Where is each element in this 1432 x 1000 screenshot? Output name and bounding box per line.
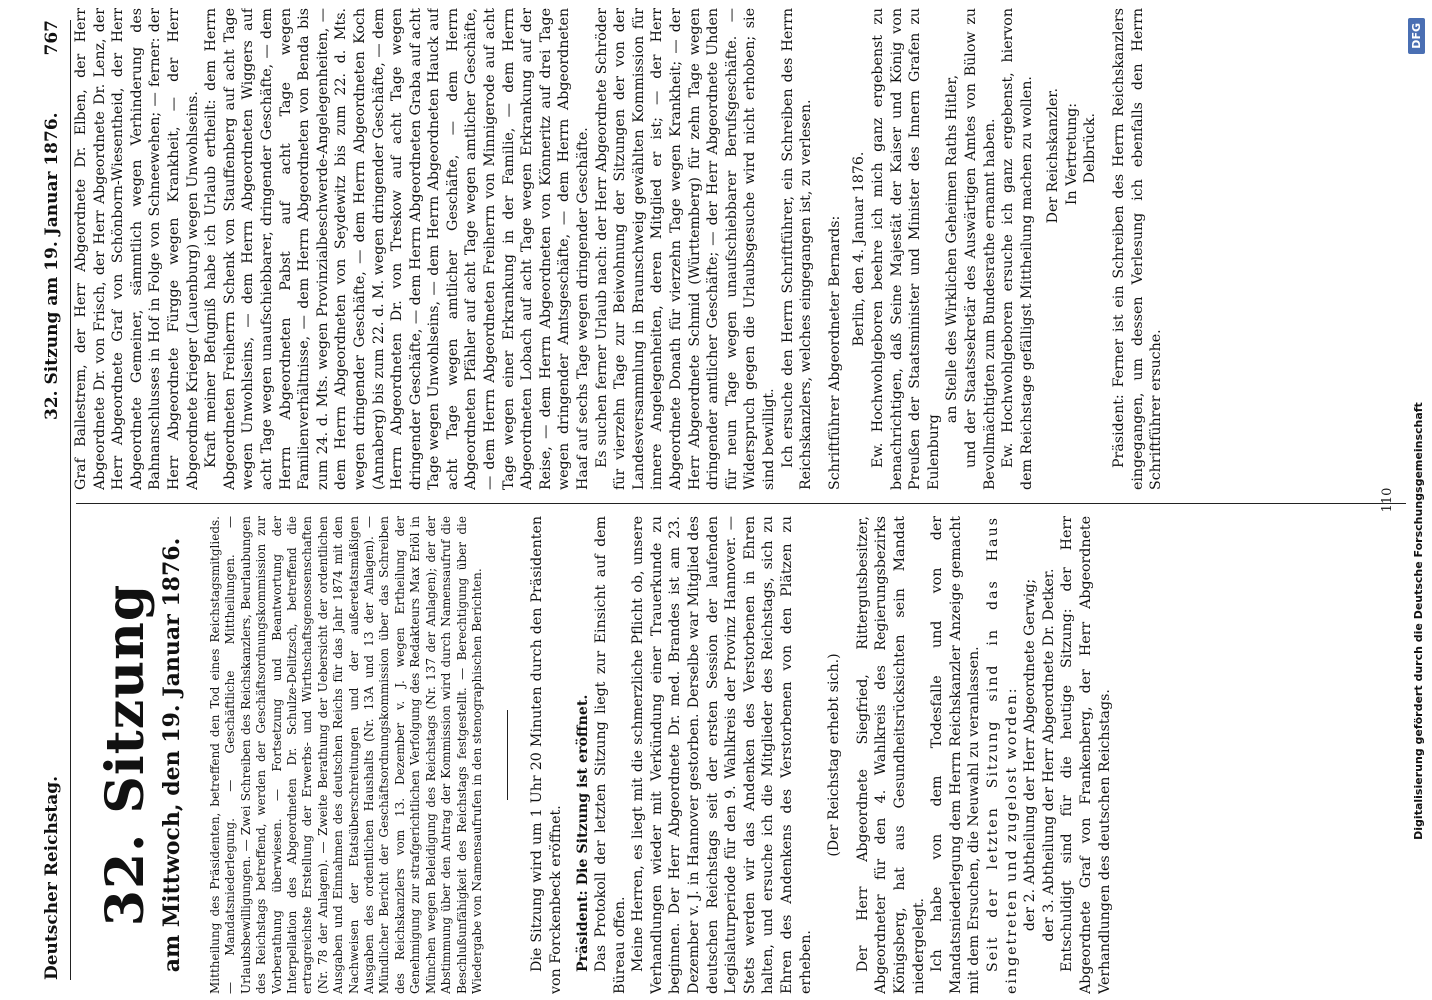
paragraph: Der Herr Abgeordnete Siegfried, Rittergutsbesitzer, Abgeordneter für den 4. Wahlkreis des Regierungsbezirks Königsberg, hat aus Gesundheitsrücksichten sein Mandat niedergelegt. bbox=[854, 516, 927, 994]
paragraph: Es suchen ferner Urlaub nach: der Herr Abgeordnete Schröder für vierzehn Tage zur Beiwohnung der Sitzungen der von der Landesversammlung in Braunschweig gewählten Kommission für innere Angelegenheiten, deren Mitglied er ist; — der Herr Abgeordnete Donath für vierzehn Tage wegen Krankheit; — der Herr Abgeordnete Schmid (Württemberg) für zehn Tage wegen dringender amtlicher Geschäfte; — der Herr Abgeordnete Uhden für neun Tage wegen unaufschiebbarer Berufsgeschäfte. — Widerspruch gegen die Urlaubsgesuche wird nicht erhoben; sie sind bewilligt. bbox=[593, 8, 777, 490]
paragraph: und der Staatssekretär des Auswärtigen Amtes von Bülow zu Bevollmächtigten zum Bundesrathe ernannt haben. bbox=[962, 8, 998, 490]
paragraph: Ew. Hochwohlgeboren ersuche ich ganz ergebenst, hiervon dem Reichstage gefälligst Mittheilung machen zu wollen. bbox=[1000, 8, 1035, 490]
separator-rule bbox=[507, 710, 508, 800]
stage-direction: (Der Reichstag erhebt sich.) bbox=[826, 653, 843, 857]
running-header bbox=[42, 20, 72, 980]
footer-page-number: 110 bbox=[1380, 487, 1395, 513]
header-page-number: 767 bbox=[42, 20, 62, 56]
letter-date: Berlin, den 4. Januar 1876. bbox=[851, 151, 868, 347]
column-divider bbox=[76, 503, 1406, 504]
header-session: 32. Sitzung am 19. Januar 1876. bbox=[42, 112, 62, 420]
digitization-credit: Digitalisierung gefördert durch die Deutsche Forschungsgemeinschaft bbox=[1412, 402, 1425, 840]
header-publication: Deutscher Reichstag. bbox=[42, 775, 62, 980]
session-title: 32. Sitzung bbox=[95, 583, 156, 927]
paragraph: Entschuldigt sind für die heutige Sitzung: der Herr Abgeordnete Graf von Frankenberg, der Herr Abgeordnete Verhandlungen des deutschen Reichstags. bbox=[1059, 516, 1113, 994]
paragraph: Seit der letzten Sitzung sind in das Haus eingetreten und zugelost worden: bbox=[984, 516, 1020, 994]
paragraph: Das Protokoll der letzten Sitzung liegt zur Einsicht auf dem Büreau offen. bbox=[593, 516, 628, 994]
paragraph: Meine Herren, es liegt mit die schmerzliche Pflicht ob, unsere Verhandlungen wieder mit Verkündung einer Trauerkunde zu beginnen. Der Herr Abgeordnete Dr. med. Brandes ist am 23. Dezember v. J. in Hannover gestorben. Derselbe war Mitglied des deutschen Reichstags seit der ersten Session der laufenden Legislaturperiode für den 9. Wahlkreis der Provinz Hannover. — Stets werden wir das Andenken des Verstorbenen in Ehren halten, und ersuche ich die Mitglieder des Reichstags, sich zu Ehren des Andenkens des Verstorbenen von den Plätzen zu erheben. bbox=[630, 516, 814, 994]
list-item: der 2. Abtheilung der Herr Abgeordnete Gerwig; bbox=[1022, 578, 1039, 932]
paragraph: Präsident: Ferner ist ein Schreiben des Herrn Reichskanzlers eingegangen, um dessen Verlesung ich ebenfalls den Herrn Schriftführer ersuche. bbox=[1111, 8, 1165, 490]
paragraph: Kraft meiner Befugniß habe ich Urlaub ertheilt: dem Herrn Abgeordneten Freiherrn Schenk von Stauffenberg auf acht Tage wegen Unwohlseins, — dem Herrn Abgeordneten Wiggers auf acht Tage wegen unaufschiebbarer, dringender Geschäfte, — dem Herrn Abgeordneten Pabst auf acht Tage wegen Familienverhältnisse, — dem Herrn Abgeordneten von Benda bis zum 24. d. Mts. wegen Provinzialbeschwerde-Angelegenheiten, — dem Herrn Abgeordneten von Seydewitz bis zum 22. d. Mts. wegen dringender Geschäfte, — dem Herrn Abgeordneten Koch (Annaberg) bis zum 22. d. M. wegen dringender Geschäfte, — dem Herrn Abgeordneten Dr. von Treskow auf acht Tage wegen dringender Geschäfte, — dem Herrn Abgeordneten Graba auf acht Tage wegen Unwohlseins, — dem Herrn Abgeordneten Hauck auf acht Tage wegen amtlicher Geschäfte, — dem Herrn Abgeordneten Pfähler auf acht Tage wegen amtlicher Geschäfte, — dem Herrn Abgeordneten Freiherrn von Minnigerode auf acht Tage wegen einer Erkrankung in der Familie, — dem Herrn Abgeordneten Lobach auf acht Tage wegen Erkrankung auf der Reise, — dem Herrn Abgeordneten von Könneritz auf drei Tage wegen dringender Amtsgeschäfte, — dem Herrn Abgeordneten Haaf auf sechs Tage wegen dringender Geschäfte. bbox=[203, 8, 592, 490]
paragraph: Ew. Hochwohlgeboren beehre ich mich ganz ergebenst zu benachrichtigen, daß Seine Majestät der Kaiser und König von Preußen der Staatsminister und Minister des Innern Grafen zu Eulenburg bbox=[869, 8, 942, 490]
paragraph: Ich habe von dem Todesfalle und von der Mandatsniederlegung dem Herrn Reichskanzler Anzeige gemacht mit dem Ersuchen, die Neuwahl zu veranlassen. bbox=[929, 516, 983, 994]
signature-name: Delbrück. bbox=[1082, 113, 1099, 184]
paragraph: Graf Ballestrem, der Herr Abgeordnete Dr. Elben, der Herr Abgeordnete Dr. von Frisch, der Herr Abgeordnete Dr. Lenz, der Herr Abgeordnete Graf von Schönborn-Wiesentheid, der Herr Abgeordnete Gemeiner, sämmtlich wegen Verhinderung des Bahnanschlusses in Hof in Folge von Schneewehen; — ferner: der Herr Abgeordnete Fürgge wegen Krankheit, — der Herr Abgeordnete Krieger (Lauenburg) wegen Unwohlseins. bbox=[73, 8, 201, 490]
header-rule bbox=[70, 20, 71, 980]
session-date: am Mittwoch, den 19. Januar 1876. bbox=[159, 537, 185, 973]
paragraph: Die Sitzung wird um 1 Uhr 20 Minuten durch den Präsidenten von Forckenbeck eröffnet. bbox=[529, 516, 564, 994]
left-column bbox=[72, 516, 1404, 994]
right-column bbox=[72, 8, 1402, 490]
paragraph: Präsident: Die Sitzung ist eröffnet. bbox=[574, 694, 591, 972]
signature-title: Der Reichskanzler. bbox=[1045, 88, 1062, 224]
list-item: der 3. Abtheilung der Herr Abgeordnete Dr. Detker. bbox=[1040, 568, 1057, 942]
paragraph: an Stelle des Wirklichen Geheimen Raths Hitler, bbox=[944, 74, 961, 424]
table-of-contents: Mittheilung des Präsidenten, betreffend den Tod eines Reichstagsmitglieds. — Mandatsniederlegung. — Geschäftliche Mittheilungen. — Urlaubsbewilligungen. — Zwei Schreiben des Reichskanzlers, Beurlaubungen des Reichstags betreffend, werden der Geschäftsordnungskommission zur Vorberathung überwiesen. — Fortsetzung und Beantwortung der Interpellation des Abgeordneten Dr. Schulze-Delitzsch, betreffend die ertragreichste Erstellung der Erwerbs- und Wirthschaftsgenossenschaften (Nr. 78 der Anlagen). — Zweite Berathung der Uebersicht der ordentlichen Ausgaben und Einnahmen des deutschen Reichs für das Jahr 1874 mit den Nachweisen der Etatsüberschreitungen und der außeretatsmäßigen Ausgaben des ordentlichen Haushalts (Nr. 13A und 13 der Anlagen). — Mündlicher Bericht der Geschäftsordnungskommission über das Schreiben des Reichskanzlers vom 13. Dezember v. J. wegen Ertheilung der Genehmigung zur strafgerichtlichen Verfolgung des Redakteurs Max Erlöl in München wegen Beleidigung des Reichstags (Nr. 137 der Anlagen); der der Abstimmung über den Antrag der Kommission wird durch Namensaufruf die Beschlußunfähigkeit des Reichstags festgestellt. — Berechtigung über die Wiedergabe von Namensaufrufen in den stenographischen Berichten. bbox=[208, 516, 484, 994]
speaker-line: Schriftführer Abgeordneter Bernards: bbox=[826, 215, 843, 490]
signature-line: In Vertretung: bbox=[1063, 103, 1080, 206]
dfg-logo: DFG bbox=[1408, 18, 1425, 54]
paragraph: Ich ersuche den Herrn Schriftführer, ein Schreiben des Herrn Reichskanzlers, welches eingegangen ist, zu verlesen. bbox=[779, 8, 815, 490]
